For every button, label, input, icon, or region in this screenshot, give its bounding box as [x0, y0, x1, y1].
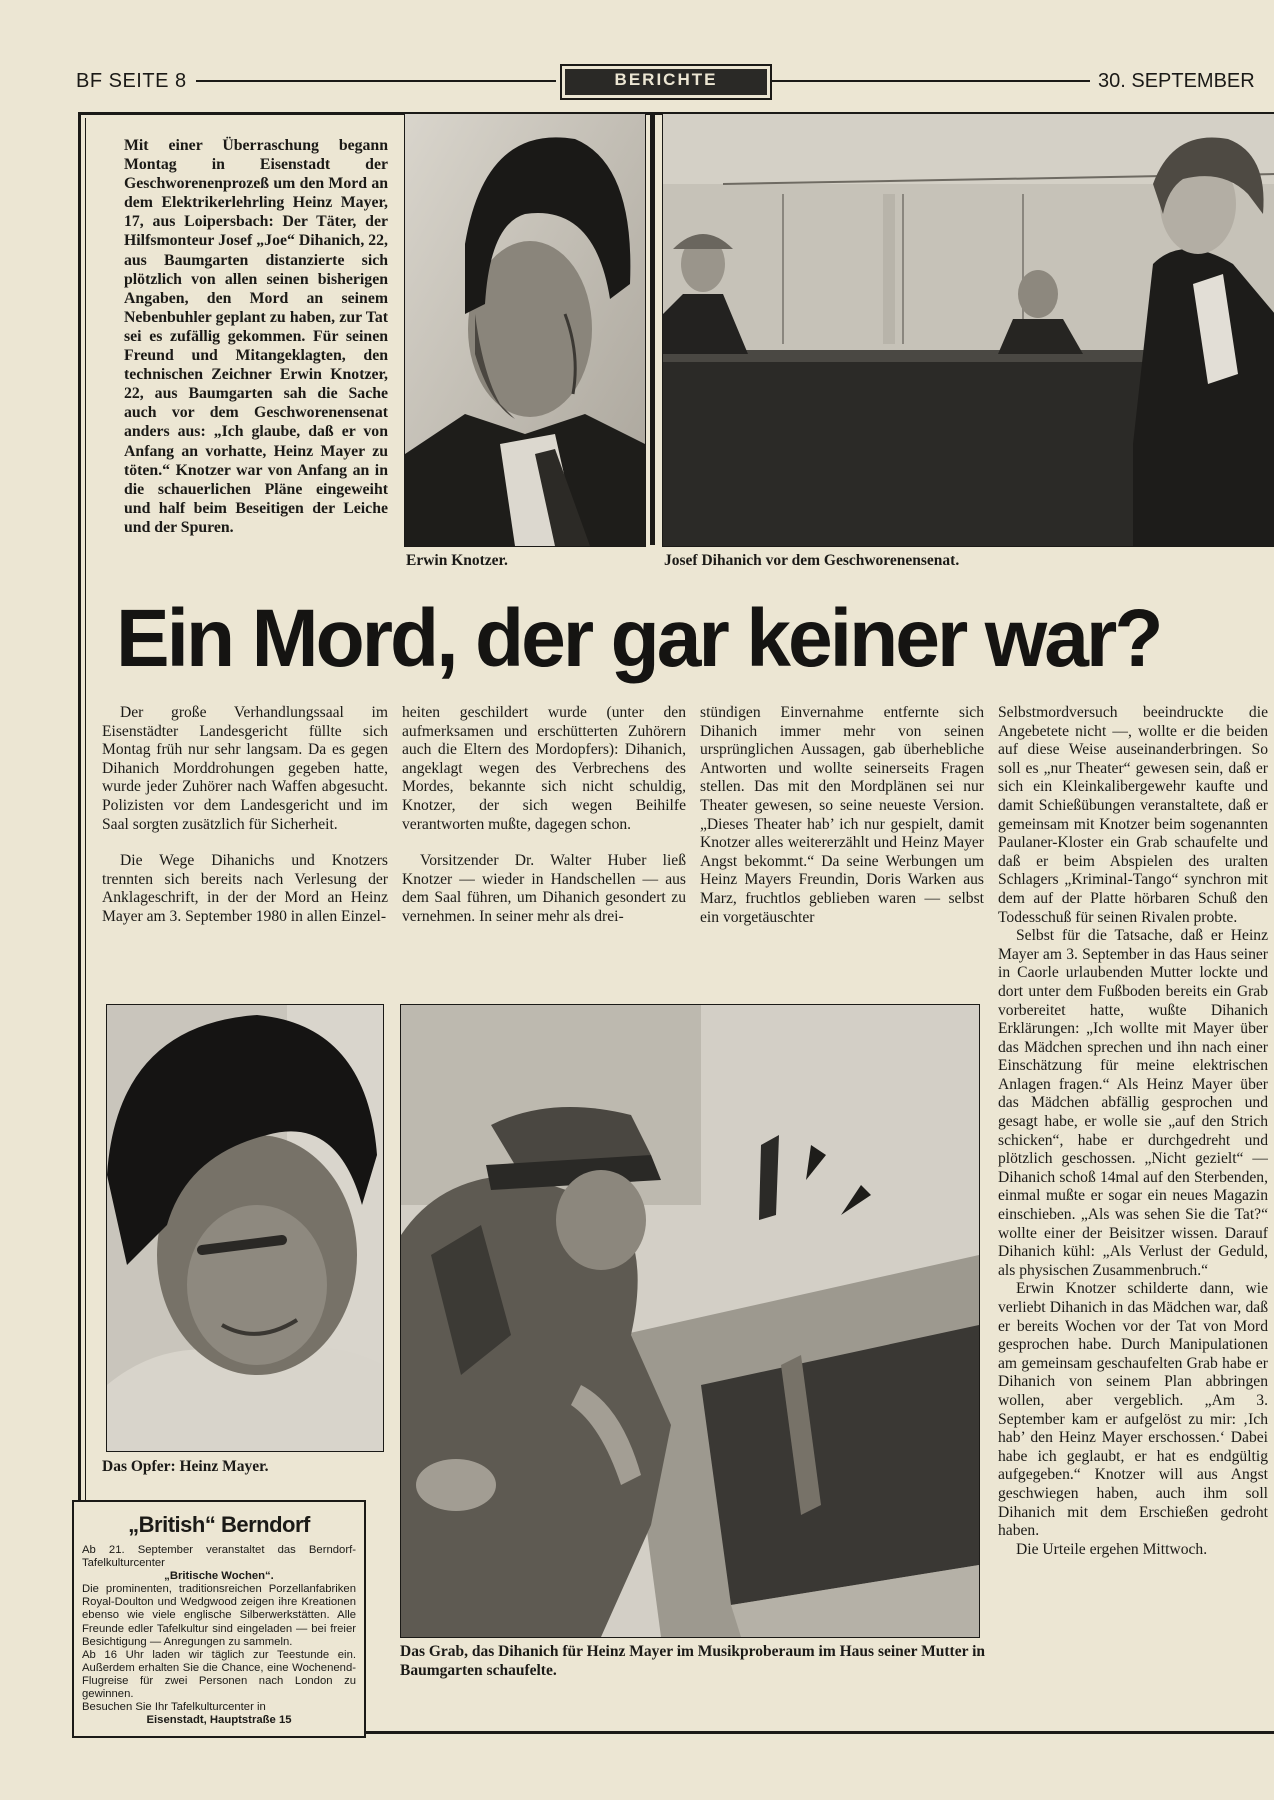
section-label-text: BERICHTE — [565, 69, 767, 95]
paragraph: Selbst für die Tatsache, daß er Heinz Mayer am 3. September in das Haus seiner in Caorle urlaubenden Mutter lockte und dort unter dem Fußboden bereits ein Grab vorbereitet hatte, wußte Dihanich Erklärungen: „Ich wollte mit Mayer über das Mädchen sprechen und ihn nach einer Einschätzung für meine elektrischen Anlagen fragen.“ Als Heinz Mayer über das Mädchen abfällig gesprochen und gesagt habe, er wolle sie „auf den Strich schicken“, habe er durchgedreht und plötzlich geschossen. „Nicht gezielt“ — Dihanich schoß 14mal auf den Sterbenden, einmal mußte er sogar ein neues Magazin einschieben. „Als was sehen Sie die Tat?“ wollte einer der Beisitzer wissen. Darauf Dihanich kühl: „Als Verlust der Geduld, als physischen Zusammenbruch.“ — [998, 927, 1268, 1279]
ad-address: Eisenstadt, Hauptstraße 15 — [146, 1714, 292, 1727]
advertisement-british-berndorf — [72, 1500, 366, 1738]
paragraph: stündigen Einvernahme entfernte sich Dihanich immer mehr von seinen ursprünglichen Aussagen, gab überhebliche Antworten und wollte seinerseits Fragen stellen. Das mit den Mordplänen sei nur Theater gewesen, so seine neueste Version. „Dieses Theater hab’ ich nur gespielt, damit Knotzer alles weitererzählt und Heinz Mayer Angst bekommt.“ Da seine Werbungen um Heinz Mayers Freundin, Doris Warken aus Marz, fruchtlos geblieben waren — selbst ein vorgetäuschter — [700, 704, 984, 926]
paragraph: Vorsitzender Dr. Walter Huber ließ Knotzer — wieder in Handschellen — aus dem Saal führen, um Dihanich gesondert zu vernehmen. In seiner mehr als drei- — [402, 852, 686, 925]
photo-heinz-mayer — [106, 1004, 384, 1452]
caption-grave: Das Grab, das Dihanich für Heinz Mayer im Musikproberaum im Haus seiner Mutter in Baumgarten schaufelte. — [400, 1643, 985, 1679]
photo-erwin-knotzer — [404, 113, 646, 547]
body-column-4 — [998, 704, 1268, 1719]
ad-paragraph: Besuchen Sie Ihr Tafelkulturcenter in — [82, 1701, 266, 1714]
photo-courtroom — [662, 113, 1274, 547]
caption-courtroom: Josef Dihanich vor dem Geschworenensenat. — [664, 552, 960, 569]
photo-grave — [400, 1004, 980, 1638]
caption-knotzer: Erwin Knotzer. — [406, 552, 508, 569]
article-frame-left — [78, 112, 81, 1734]
section-label — [560, 64, 772, 100]
paragraph: heiten geschildert wurde (unter den aufmerksamen und erschütterten Zuhörern auch die Eltern des Mordopfers): Dihanich, angeklagt wegen des Verbrechens des Mordes, bekannte sich nicht schuldig, Knotzer, der sich wegen Beihilfe verantworten mußte, dagegen schon. — [402, 704, 686, 833]
ad-line: Ab 21. September veranstaltet das Berndorf-Tafelkulturcenter — [82, 1544, 356, 1570]
page-date: 30. SEPTEMBER — [1098, 70, 1255, 92]
ad-title: „British“ Berndorf — [128, 1512, 310, 1537]
courtroom-image — [663, 114, 1274, 546]
ad-body — [82, 1544, 356, 1727]
paragraph: Selbstmordversuch beeindruckte die Angebetete nicht —, wollte er die beiden auf diese Weise auseinanderbringen. So soll es „nur Theater“ gewesen sein, daß er sich ein Kleinkalibergewehr kaufte und damit Schießübungen veranstaltete, daß er gemeinsam mit Knotzer beim sogenannten Paulaner-Kloster ein Grab schaufelte und daß er beim Abspielen des uralten Schlagers „Kriminal-Tango“ synchron mit dem auf der Platte hörbaren Schuß den Todesschuß für seinen Rivalen probte. — [998, 704, 1268, 926]
article-intro: Mit einer Überraschung begann Montag in Eisenstadt der Geschworenenprozeß um den Mord an dem Elektrikerlehrling Heinz Mayer, 17, aus Loipersbach: Der Täter, der Hilfsmonteur Josef „Joe“ Dihanich, 22, aus Baumgarten distanzierte sich plötzlich von allen seinen bisherigen Angaben, den Mord an seinem Nebenbuhler geplant zu haben, zur Tat sei es zufällig gekommen. Für seinen Freund und Mitangeklagten, den technischen Zeichner Erwin Knotzer, 22, aus Baumgarten sah die Sache auch vor dem Geschworenensenat anders aus: „Ich glaube, daß er von Anfang an vorhatte, Heinz Mayer zu töten.“ Knotzer war von Anfang an in die schauerlichen Pläne eingeweiht und half beim Beseitigen der Leiche und der Spuren. — [124, 137, 388, 536]
headline: Ein Mord, der gar keiner war? — [116, 593, 1161, 684]
body-column-1 — [102, 704, 388, 927]
header-rule-right — [772, 80, 1090, 82]
header-rule-left — [196, 80, 556, 82]
ad-event: „Britische Wochen“. — [164, 1570, 274, 1583]
paragraph: Erwin Knotzer schilderte dann, wie verliebt Dihanich in das Mädchen war, daß er bereits Wochen vor der Tat von Mord gesprochen habe. Durch Manipulationen am gemeinsam geschaufelten Grab habe er Dihanich von seinem Plan abbringen wollen, aber vergeblich. „Am 3. September kam er aufgelöst zu mir: ‚Ich hab’ den Heinz Mayer erschossen.‘ Dabei habe ich geglaubt, er hat es endgültig aufgegeben.“ Knotzer will aus Angst geschwiegen haben, auch ihm soll Dihanich mit dem Erschießen gedroht haben. — [998, 1280, 1268, 1540]
ad-paragraph: Ab 16 Uhr laden wir täglich zur Teestunde ein. Außerdem erhalten Sie die Chance, eine Wochenend-Flugreise für zwei Personen nach London zu gewinnen. — [82, 1648, 356, 1701]
ad-paragraph: Die prominenten, traditionsreichen Porzellanfabriken Royal-Doulton und Wedgwood zeigen ihre Kreationen ebenso wie viele englische Silberwerkstätten. Alle Freunde edler Tafelkultur sind eingeladen — bei freier Besichtigung — Anregungen zu sammeln. — [82, 1583, 356, 1648]
caption-victim: Das Opfer: Heinz Mayer. — [102, 1458, 269, 1475]
paragraph: Die Urteile ergehen Mittwoch. — [1016, 1540, 1208, 1558]
body-column-3 — [700, 704, 984, 927]
article-frame-left-inner — [85, 118, 86, 1728]
paragraph: Die Wege Dihanichs und Knotzers trennten sich bereits nach Verlesung der Anklageschrift, in der der Mord an Heinz Mayer am 3. September 1980 in allen Einzel- — [102, 852, 388, 925]
body-column-2 — [402, 704, 686, 927]
portrait-mayer-image — [107, 1005, 383, 1451]
grave-image — [401, 1005, 979, 1637]
photo-divider — [650, 113, 655, 545]
paragraph: Der große Verhandlungssaal im Eisenstädter Landesgericht füllte sich Montag früh nur sehr langsam. Da es gegen Dihanich Morddrohungen gegeben hatte, wurde jeder Zuhörer nach Waffen abgesucht. Polizisten vor dem Landesgericht und im Saal sorgten zusätzlich für Sicherheit. — [102, 704, 388, 833]
portrait-knotzer-image — [405, 114, 645, 546]
page-number: BF SEITE 8 — [76, 70, 187, 92]
